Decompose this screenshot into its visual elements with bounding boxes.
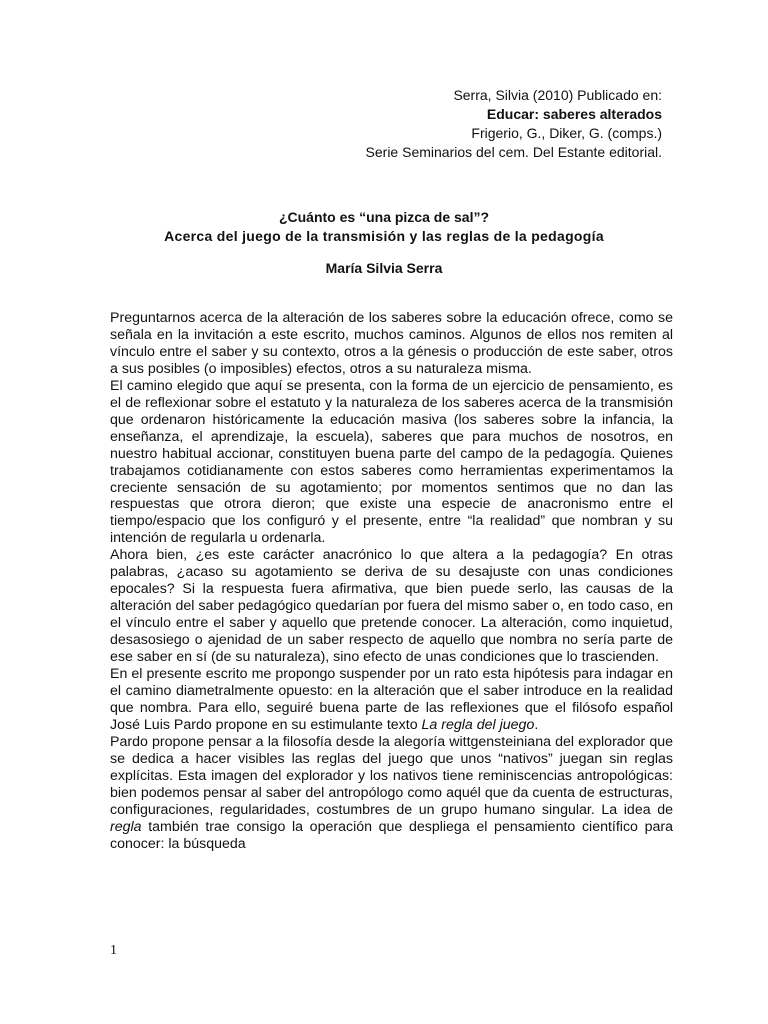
article-title — [0, 208, 768, 246]
citation-series: Serie Seminarios del cem. Del Estante editorial. — [365, 144, 662, 160]
page-number: 1 — [110, 943, 117, 958]
paragraph-5-end: también trae consigo la operación que despliega el pensamiento científico para conocer: la búsqueda — [110, 818, 673, 852]
paragraph-4 — [110, 666, 673, 734]
paragraph-1: Preguntarnos acerca de la alteración de los saberes sobre la educación ofrece, como se señala en la invitación a este escrito, muchos caminos. Algunos de ellos nos remiten al vínculo entre el saber y su contexto, otros a la génesis o producción de este saber, otros a sus posibles (o imposibles) efectos, otros a su naturaleza misma. — [110, 310, 673, 377]
paragraph-2: El camino elegido que aquí se presenta, con la forma de un ejercicio de pensamiento, es el de reflexionar sobre el estatuto y la naturaleza de los saberes acerca de la transmisión que ordenaron históricamente la educación masiva (los saberes sobre la infancia, la enseñanza, el aprendizaje, la escuela), saberes que para muchos de nosotros, en nuestro habitual accionar, constituyen buena parte del campo de la pedagogía. Quienes trabajamos cotidianamente con estos saberes como herramientas experimentamos la creciente sensación de su agotamiento; por momentos sentimos que no dan las respuestas que otrora dieron; que existe una especie de anacronismo entre el tiempo/espacio que los configuró y el presente, entre “la realidad” que nombran y su intención de regularla u ordenarla. — [110, 377, 673, 547]
article-body — [110, 310, 673, 853]
paragraph-3: Ahora bien, ¿es este carácter anacrónico lo que altera a la pedagogía? En otras palabras, ¿acaso su agotamiento se deriva de su desajuste con unas condiciones epocales? Si la respuesta fuera afirmativa, que bien puede serlo, las causas de la alteración del saber pedagógico quedarían por fuera del mismo saber o, en todo caso, en el vínculo entre el saber y aquello que pretende conocer. La alteración, como inquietud, desasosiego o ajenidad de un saber respecto de aquello que nombra no sería parte de ese saber en sí (de su naturaleza), sino efecto de unas condiciones que lo trascienden. — [110, 547, 673, 666]
paragraph-4-end: . — [534, 716, 539, 733]
title-line-1: ¿Cuánto es “una pizca de sal”? — [278, 209, 490, 225]
citation-editors: Frigerio, G., Diker, G. (comps.) — [471, 125, 662, 141]
paragraph-4-text: En el presente escrito me propongo suspender por un rato esta hipótesis para indagar en el camino diametralmente opuesto: en la alteración que el saber introduce en la realidad que nombra. Para ello, seguiré buena parte de las reflexiones que el filósofo español José Luis Pardo propone en su estimulante texto — [110, 666, 673, 733]
citation-author-year: Serra, Silvia (2010) Publicado en: — [453, 87, 662, 103]
article-author: María Silvia Serra — [325, 260, 443, 276]
paragraph-5-italic-term: regla — [110, 818, 142, 835]
paragraph-5-text: Pardo propone pensar a la filosofía desde la alegoría wittgensteiniana del explorador que se dedica a hacer visibles las reglas del juego que unos “nativos” juegan sin reglas explícitas. Esta imagen del explorador y los nativos tiene reminiscencias antropológicas: bien podemos pensar al saber del antropólogo como aquél que da cuenta de estructuras, configuraciones, regularidades, costumbres de un grupo humano singular. La idea de — [110, 733, 673, 818]
citation-block — [366, 86, 662, 162]
citation-book-title: Educar: saberes alterados — [486, 106, 662, 122]
paragraph-4-book-title: La regla del juego — [421, 716, 535, 733]
title-line-2: Acerca del juego de la transmisión y las reglas de la pedagogía — [164, 228, 604, 244]
paragraph-5 — [110, 734, 673, 853]
